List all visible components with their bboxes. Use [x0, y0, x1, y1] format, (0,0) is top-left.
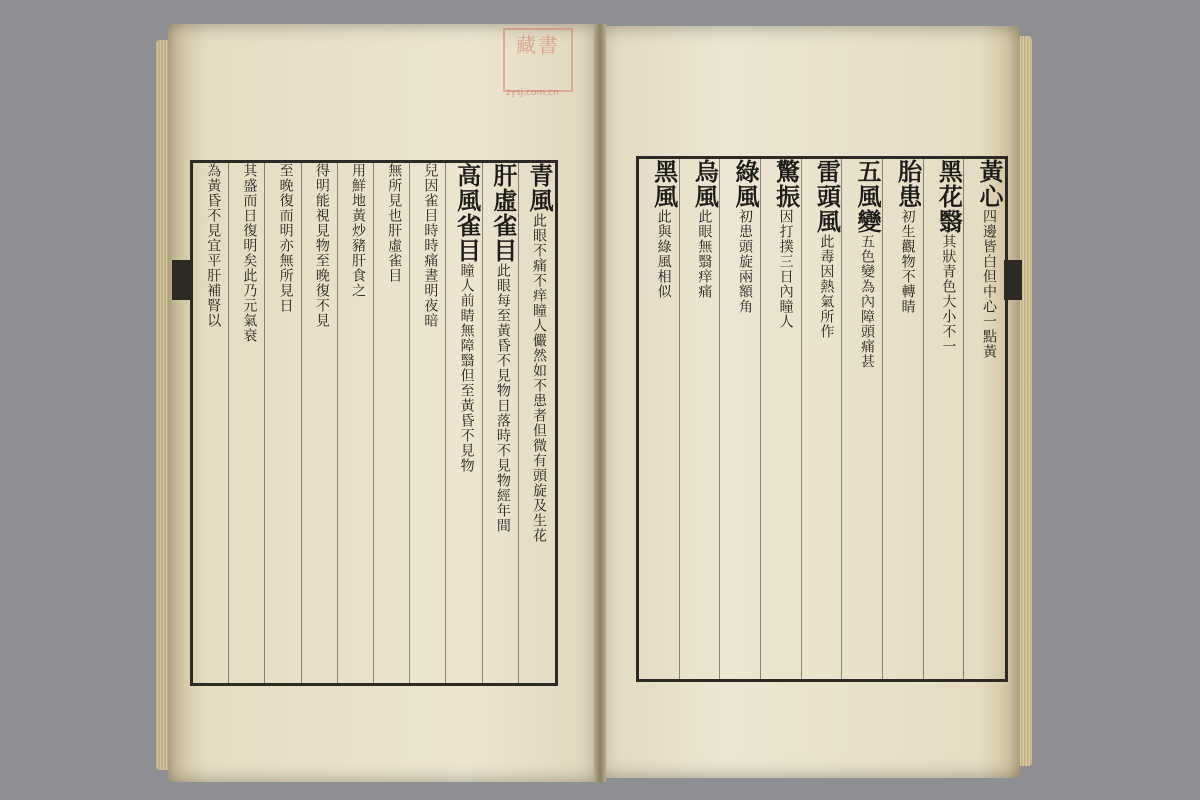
left-text-column	[409, 163, 446, 683]
watermark: zysj.com.cn	[506, 88, 559, 98]
entry-note: 此與綠風相似	[655, 209, 672, 299]
right-text-column	[841, 159, 883, 679]
entry-heading: 雷頭風	[812, 159, 842, 234]
library-seal	[503, 28, 573, 92]
entry-note: 瞳人前睛無障翳但至黃昏不見物	[458, 263, 475, 473]
entry-heading: 肝虛雀目	[488, 163, 518, 263]
entry-heading: 黑花翳	[934, 159, 964, 234]
entry-note: 此眼不痛不痒瞳人儼然如不患者但微有頭旋及生花	[531, 213, 547, 543]
right-text-column	[638, 159, 680, 679]
book-gutter	[594, 24, 606, 782]
right-text-column	[923, 159, 965, 679]
entry-note: 初患頭旋兩額角	[737, 209, 753, 314]
left-text-column	[518, 163, 555, 683]
entry-note: 其狀青色大小不一	[940, 234, 957, 354]
left-text-column	[264, 163, 301, 683]
entry-note: 此眼每至黃昏不見物日落時不見物經年間	[494, 263, 511, 533]
right-text-column	[760, 159, 802, 679]
seal-glyph: 藏書	[516, 33, 560, 57]
left-text-column	[482, 163, 519, 683]
right-text-column	[801, 159, 843, 679]
entry-heading: 胎患	[893, 159, 923, 209]
entry-note: 得明能視見物至晚復不見	[313, 163, 330, 328]
entry-note: 兒因雀目時時痛晝明夜暗	[422, 163, 439, 328]
entry-note: 五色變為內障頭痛甚	[859, 234, 875, 369]
entry-note: 此毒因熱氣所作	[818, 234, 835, 339]
entry-note: 無所見也肝虛雀目	[386, 163, 403, 283]
entry-heading: 黑風	[649, 159, 679, 209]
entry-note: 其盛而日復明矣此乃元氣衰	[241, 163, 258, 343]
entry-note: 初生觀物不轉睛	[899, 209, 916, 314]
right-text-column	[719, 159, 761, 679]
entry-heading: 青風	[525, 163, 554, 213]
right-text-column	[679, 159, 721, 679]
left-text-column	[373, 163, 410, 683]
entry-heading: 驚振	[771, 159, 801, 209]
entry-note: 用鮮地黃炒豬肝食之	[350, 163, 366, 298]
left-text-frame	[190, 160, 558, 686]
left-text-column	[301, 163, 338, 683]
right-text-column	[882, 159, 924, 679]
left-text-column	[228, 163, 265, 683]
entry-note: 為黃昏不見宜平肝補腎以	[205, 163, 222, 328]
entry-heading: 黃心	[975, 159, 1004, 209]
right-text-frame	[636, 156, 1008, 682]
entry-heading: 烏風	[690, 159, 720, 209]
entry-heading: 五風變	[853, 159, 882, 234]
entry-note: 此眼無翳痒痛	[696, 209, 713, 299]
left-text-column	[445, 163, 482, 683]
left-text-column	[192, 163, 229, 683]
left-text-column	[337, 163, 374, 683]
entry-heading: 綠風	[731, 159, 760, 209]
entry-note: 四邊皆白但中心一點黃	[981, 209, 997, 359]
entry-note: 至晚復而明亦無所見日	[277, 163, 294, 313]
entry-heading: 高風雀目	[452, 163, 482, 263]
left-fold-mark	[172, 260, 190, 300]
entry-note: 因打撲三日內瞳人	[777, 209, 794, 329]
right-text-column	[963, 159, 1005, 679]
